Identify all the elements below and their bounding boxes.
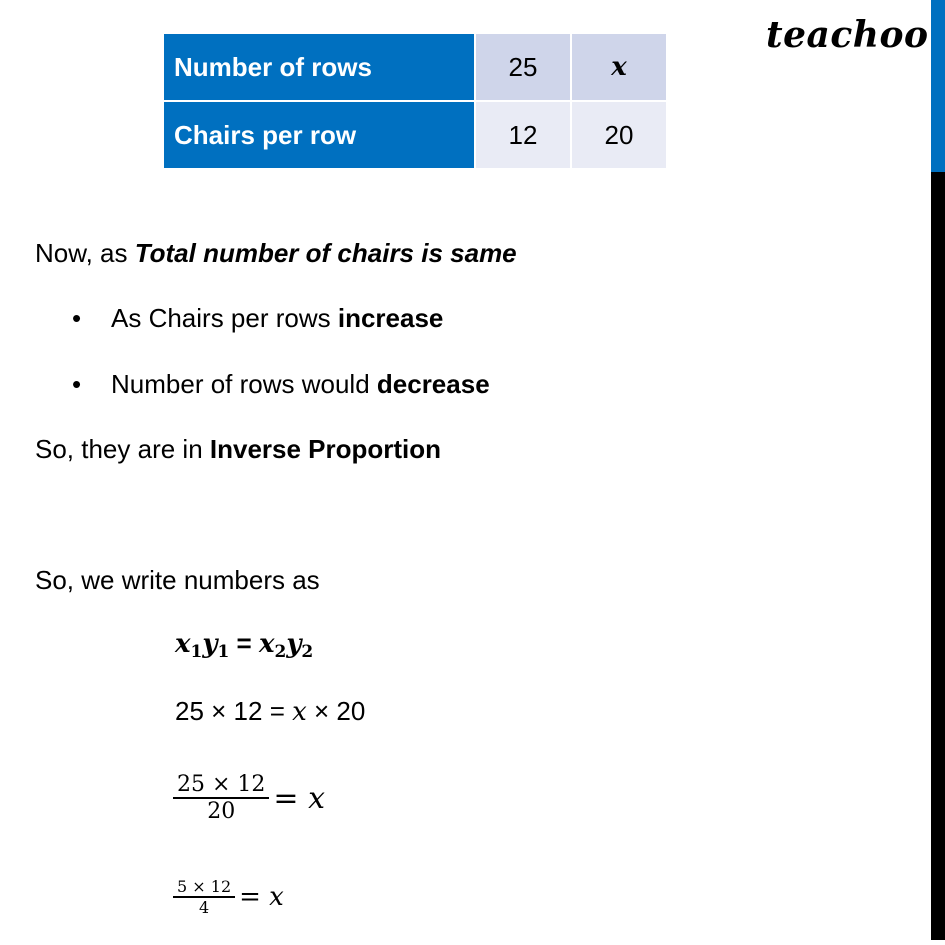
table-row (163, 101, 667, 169)
equation-variable: x (292, 697, 307, 727)
intro-line: So, we write numbers as (35, 565, 320, 595)
row-header: Number of rows (163, 33, 475, 101)
formula-part: x (258, 629, 275, 659)
fraction (175, 877, 233, 917)
formula-sub: 1 (217, 642, 230, 662)
conclusion-prefix: So, they are in (35, 434, 210, 464)
side-accent-strip (931, 0, 945, 172)
formula-sub: 2 (301, 642, 314, 662)
fraction-numerator: 25 × 12 (177, 772, 266, 797)
row-header: Chairs per row (163, 101, 475, 169)
formula-part: y (286, 629, 302, 659)
formula-equals: = (229, 628, 259, 658)
fraction-numerator: 5 × 12 (177, 877, 232, 896)
formula-part: x (175, 629, 191, 659)
equation-rhs: = x (273, 780, 326, 816)
formula-sub: 2 (274, 642, 287, 662)
conclusion-bold: Inverse Proportion (209, 434, 442, 464)
equation-rhs: = x (239, 882, 284, 912)
fraction-denominator: 4 (173, 896, 235, 917)
equation-step-1 (175, 696, 365, 727)
statement-line (35, 238, 517, 269)
bullet-text: As Chairs per rows (111, 303, 338, 333)
table-row (163, 33, 667, 101)
bullet-bold: decrease (376, 369, 490, 399)
statement-prefix: Now, as (35, 238, 135, 268)
bullet-item (111, 303, 443, 334)
statement-emphasis: Total number of chairs is same (134, 238, 517, 268)
equation-right: × 20 (306, 696, 366, 726)
proportion-table (162, 32, 668, 170)
equation-step-2 (175, 772, 325, 824)
equation-left: 25 × 12 = (175, 696, 293, 726)
table-cell: 25 (475, 33, 571, 101)
formula-part: y (202, 629, 218, 659)
formula (175, 628, 313, 662)
bullet-text: Number of rows would (111, 369, 377, 399)
table-cell: 12 (475, 101, 571, 169)
bullet-icon: • (72, 303, 82, 333)
side-dark-strip (931, 172, 945, 940)
teachoo-logo: teachoo (766, 14, 929, 56)
equation-step-3 (175, 877, 284, 917)
bullet-bold: increase (337, 303, 444, 333)
conclusion-line (35, 434, 441, 465)
bullet-item (111, 369, 490, 400)
bullet-icon: • (72, 369, 82, 399)
table-cell: 20 (571, 101, 667, 169)
fraction-denominator: 20 (173, 797, 269, 824)
formula-sub: 1 (190, 642, 203, 662)
table-cell-variable: x (571, 33, 667, 101)
fraction (175, 772, 267, 824)
